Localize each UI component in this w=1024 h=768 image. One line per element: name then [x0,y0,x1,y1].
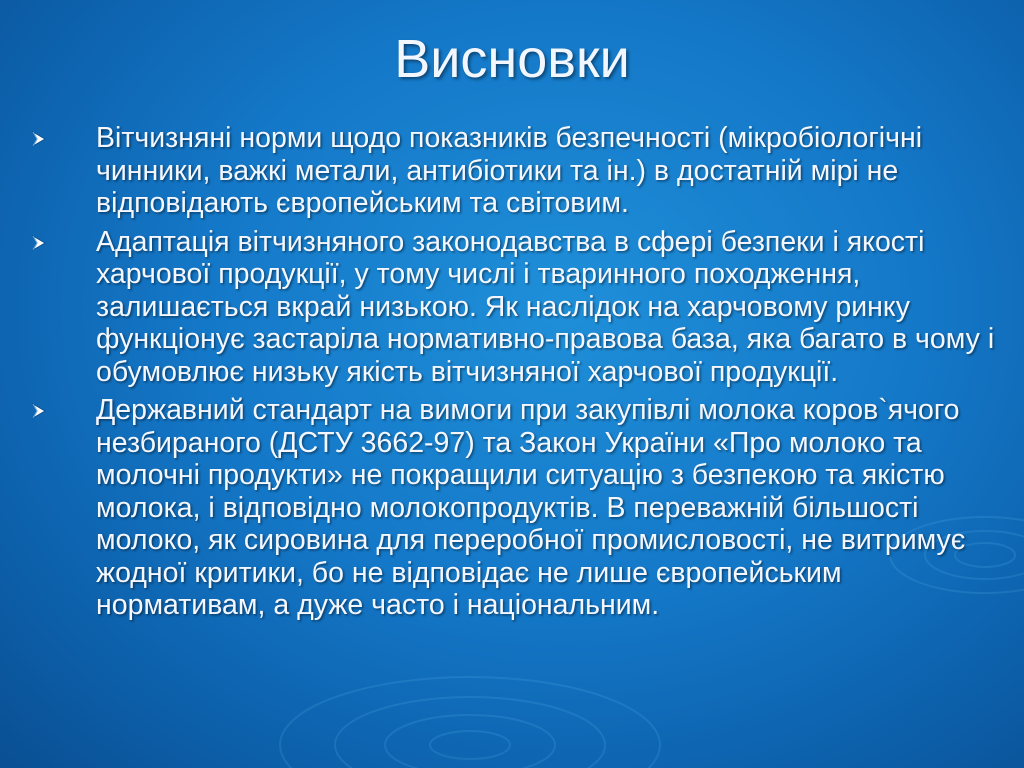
bullet-text: Адаптація вітчизняного законодавства в сфері безпеки і якості харчової продукції, у тому числі і тваринного походження, залишається вкрай низькою. Як наслідок на харчовому ринку функціонує застаріла нормативно-правова база, яка багато в чому і обумовлює низьку якість вітчизняної харчової продукції. [96,225,995,388]
bullet-list [30,122,1015,628]
arrow-bullet-icon [30,402,48,420]
list-item [30,122,1015,220]
bullet-text: Вітчизняні норми щодо показників безпечності (мікробіологічні чинники, важкі метали, антибіотики та ін.) в достатній мірі не відповідають європейським та світовим. [96,122,923,219]
bullet-text: Державний стандарт на вимоги при закупівлі молока коров`ячого незбираного (ДСТУ 3662-97) та Закон України «Про молоко та молочні продукти» не покращили ситуацію з безпекою та якістю молока, і відповідно молокопродуктів. В переважній більшості молоко, як сировина для переробної промисловості, не витримує жодної критики, бо не відповідає не лише європейським нормативам, а дуже часто і національним. [96,394,966,621]
list-item [30,394,1015,622]
slide-title: Висновки [394,29,630,89]
list-item [30,226,1015,389]
arrow-bullet-icon [30,130,48,148]
arrow-bullet-icon [30,234,48,252]
